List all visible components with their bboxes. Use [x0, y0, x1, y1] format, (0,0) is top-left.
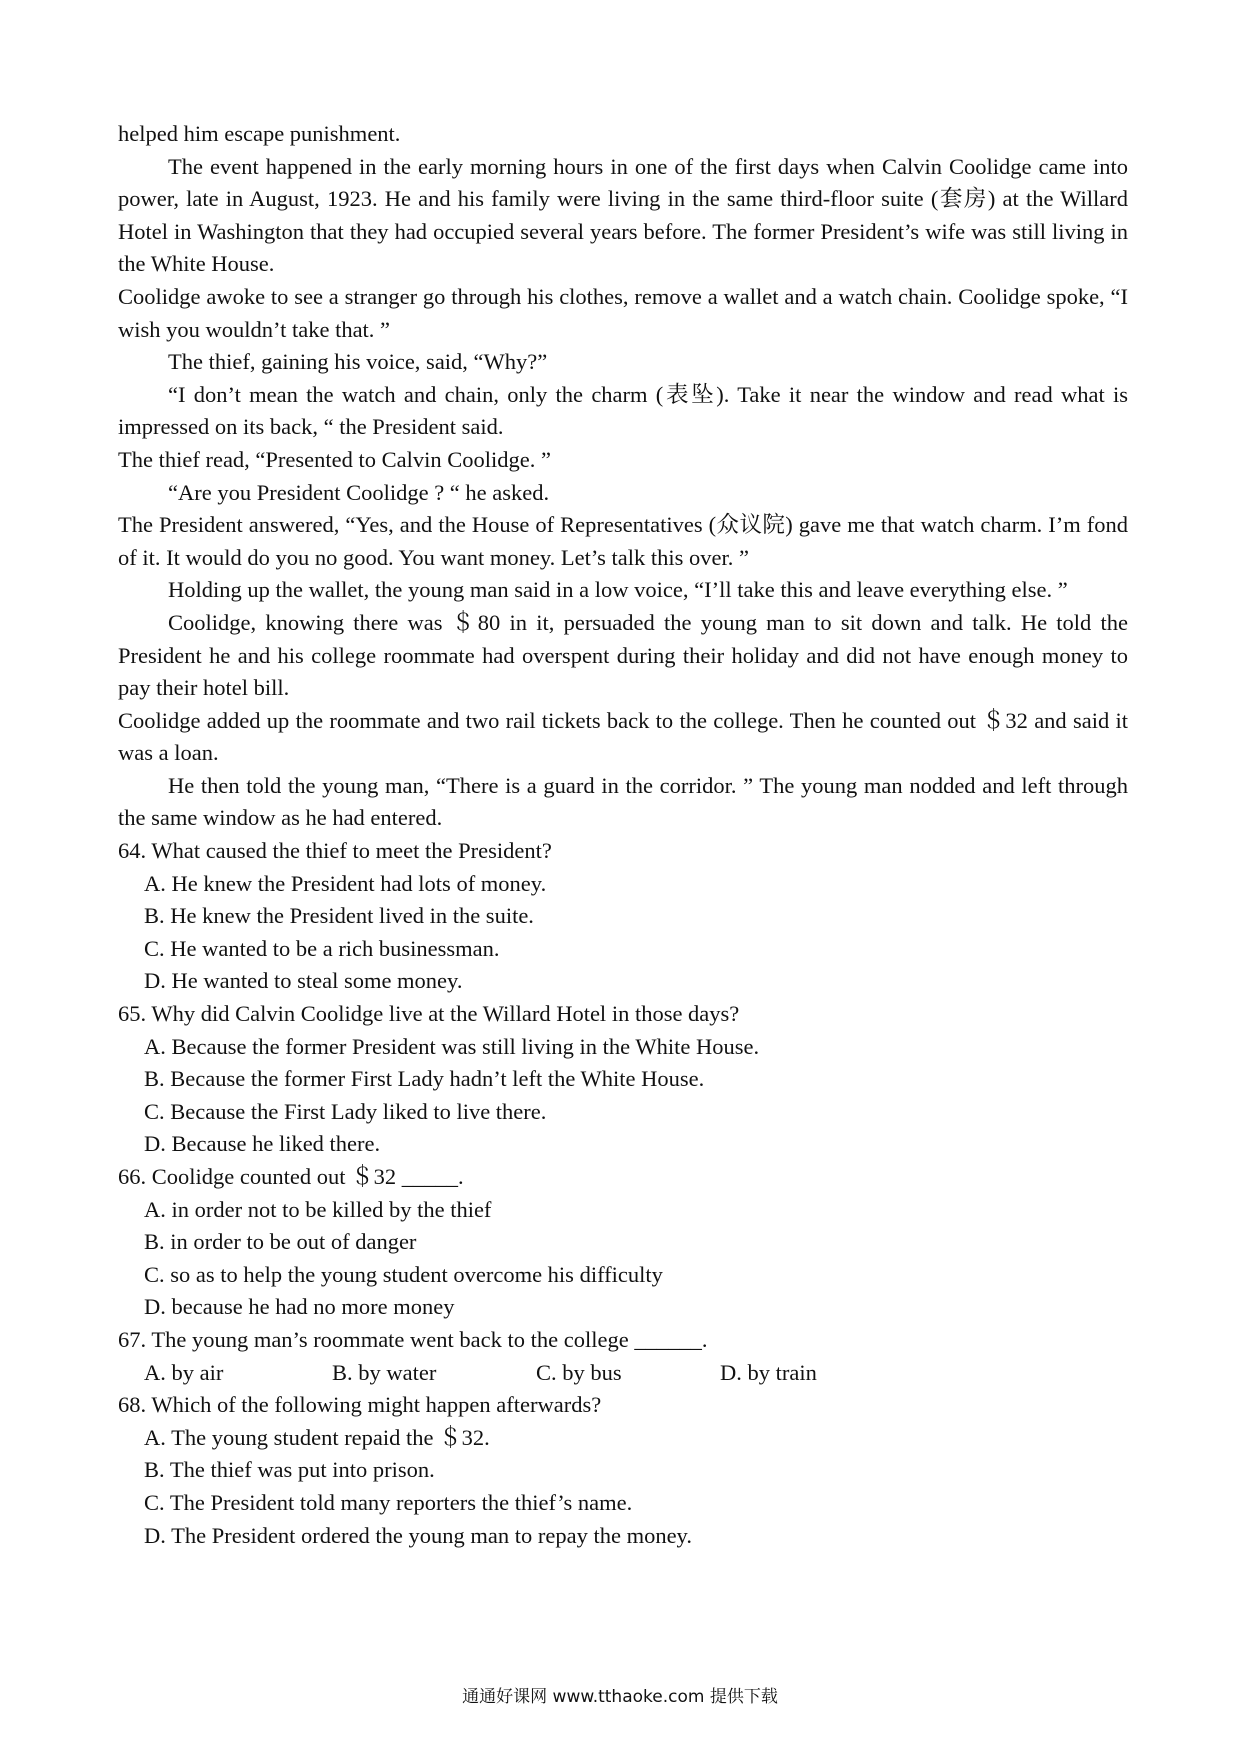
option-67-c: C. by bus [536, 1359, 622, 1385]
option-66-a: A. in order not to be killed by the thief [144, 1196, 492, 1222]
passage-paragraph: Coolidge, knowing there was ＄80 in it, persuaded the young man to sit down and talk. He told the President he and his college roommate had overspent during their holiday and did not have enough money to pay their hotel bill. [118, 609, 1128, 701]
passage-paragraph: The thief read, “Presented to Calvin Coolidge. ” [118, 446, 551, 472]
options-row-67 [118, 1357, 1128, 1390]
passage-paragraph: Coolidge added up the roommate and two rail tickets back to the college. Then he counted out ＄32 and said it was a loan. [118, 707, 1128, 766]
option-68-b: B. The thief was put into prison. [144, 1457, 435, 1483]
option-68-c: C. The President told many reporters the thief’s name. [144, 1489, 633, 1515]
passage-paragraph: helped him escape punishment. [118, 121, 401, 146]
passage-paragraph: The event happened in the early morning hours in one of the first days when Calvin Coolidge came into power, late in August, 1923. He and his family were living in the same third-floor suite (套房) at the Willard Hotel in Washington that they had occupied several years before. The former President’s wife was still living in the White House. [118, 153, 1128, 277]
passage-paragraph: Coolidge awoke to see a stranger go through his clothes, remove a wallet and a watch chain. Coolidge spoke, “I wish you wouldn’t take that. ” [118, 283, 1128, 342]
passage-paragraph: The President answered, “Yes, and the House of Representatives (众议院) gave me that watch charm. I’m fond of it. It would do you no good. You want money. Let’s talk this over. ” [118, 512, 1128, 570]
option-64-d: D. He wanted to steal some money. [144, 968, 463, 994]
passage-paragraph: “I don’t mean the watch and chain, only the charm (表坠). Take it near the window and read what is impressed on its back, “ the President said. [118, 381, 1128, 440]
option-68-a: A. The young student repaid the ＄32. [144, 1424, 490, 1450]
option-65-d: D. Because he liked there. [144, 1131, 381, 1157]
question-stem-65: 65. Why did Calvin Coolidge live at the Willard Hotel in those days? [118, 1001, 740, 1027]
option-67-d: D. by train [720, 1359, 817, 1385]
option-64-a: A. He knew the President had lots of money. [144, 870, 547, 896]
question-stem-64: 64. What caused the thief to meet the President? [118, 838, 552, 864]
option-65-c: C. Because the First Lady liked to live there. [144, 1098, 547, 1124]
option-67-b: B. by water [332, 1359, 437, 1385]
option-68-d: D. The President ordered the young man to repay the money. [144, 1522, 692, 1548]
passage-paragraph: “Are you President Coolidge ? “ he asked. [168, 479, 550, 505]
document-page [118, 118, 1128, 1552]
option-67-a: A. by air [144, 1359, 224, 1385]
page-footer: 通通好课网 www.tthaoke.com 提供下载 [462, 1687, 778, 1707]
passage-paragraph: Holding up the wallet, the young man said in a low voice, “I’ll take this and leave everything else. ” [168, 577, 1068, 603]
option-66-c: C. so as to help the young student overcome his difficulty [144, 1261, 663, 1287]
question-stem-66: 66. Coolidge counted out ＄32 _____. [118, 1164, 464, 1189]
question-stem-67: 67. The young man’s roommate went back to the college ______. [118, 1326, 708, 1352]
option-65-a: A. Because the former President was still living in the White House. [144, 1033, 760, 1059]
option-66-d: D. because he had no more money [144, 1294, 455, 1320]
passage-paragraph: The thief, gaining his voice, said, “Why?” [168, 349, 548, 375]
option-64-c: C. He wanted to be a rich businessman. [144, 935, 500, 961]
option-64-b: B. He knew the President lived in the suite. [144, 903, 534, 929]
passage-paragraph: He then told the young man, “There is a guard in the corridor. ” The young man nodded and left through the same window as he had entered. [118, 772, 1128, 831]
question-stem-68: 68. Which of the following might happen afterwards? [118, 1392, 602, 1418]
option-65-b: B. Because the former First Lady hadn’t left the White House. [144, 1066, 705, 1092]
option-66-b: B. in order to be out of danger [144, 1229, 417, 1255]
